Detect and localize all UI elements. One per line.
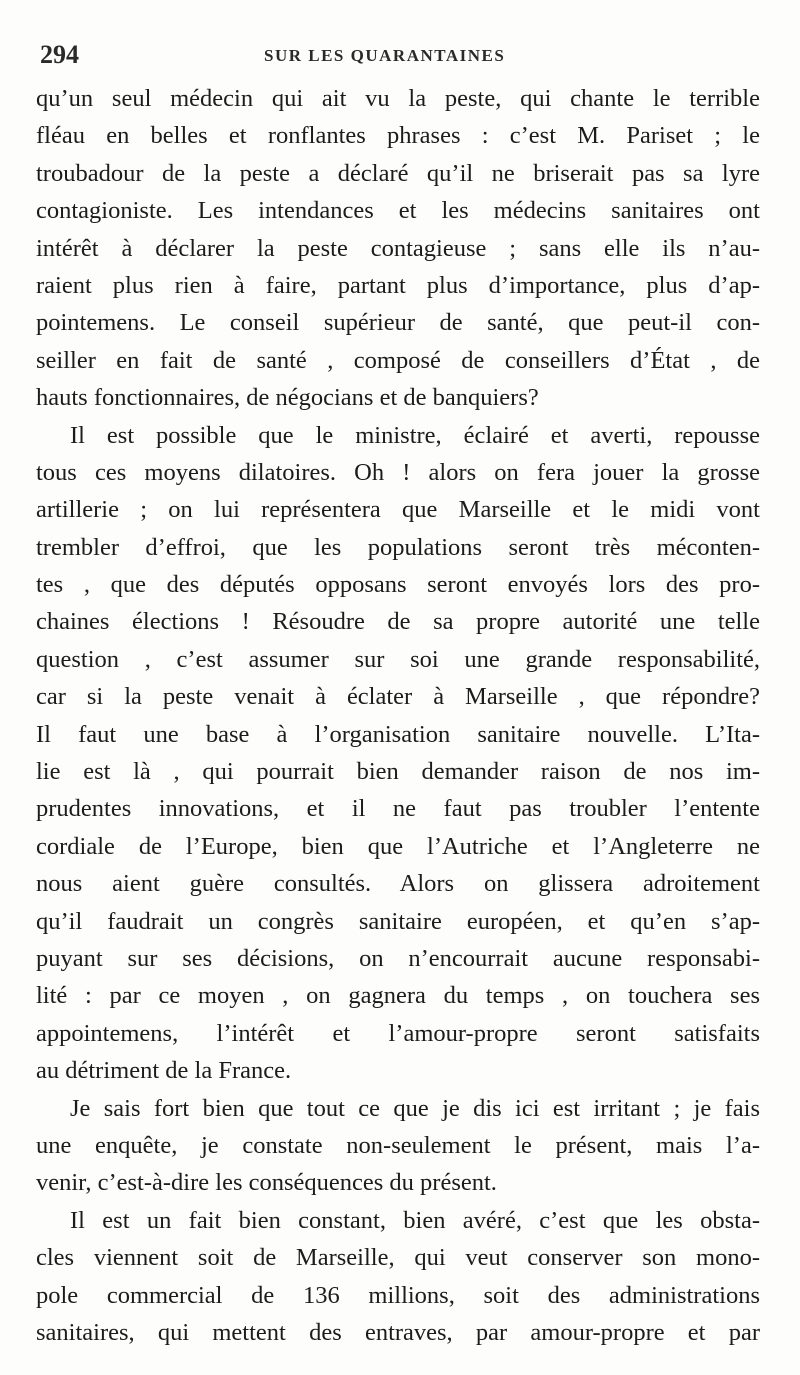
text-line: Il est un fait bien constant, bien avéré, c’est que les obsta- (70, 1206, 760, 1234)
text-line: qu’il faudrait un congrès sanitaire européen, et qu’en s’ap- (36, 907, 760, 935)
text-line: lité : par ce moyen , on gagnera du temps , on touchera ses (36, 982, 760, 1010)
text-line: hauts fonctionnaires, de négocians et de banquiers? (36, 384, 539, 412)
text-line: troubadour de la peste a déclaré qu’il ne briserait pas sa lyre (36, 159, 760, 187)
text-line: seiller en fait de santé , composé de conseillers d’État , de (36, 346, 760, 374)
text-line: question , c’est assumer sur soi une grande responsabilité, (36, 645, 760, 673)
text-line: puyant sur ses décisions, on n’encourrait aucune responsabi- (36, 944, 760, 972)
running-head: SUR LES QUARANTAINES (264, 46, 506, 65)
text-line: une enquête, je constate non-seulement le présent, mais l’a- (36, 1131, 760, 1159)
text-line: qu’un seul médecin qui ait vu la peste, qui chante le terrible (36, 85, 760, 112)
page-header (34, 38, 764, 72)
text-line: trembler d’effroi, que les populations seront très méconten- (36, 533, 760, 561)
text-line: sanitaires, qui mettent des entraves, par amour-propre et par (36, 1318, 760, 1346)
page-number: 294 (40, 40, 79, 69)
body-text (36, 80, 760, 1351)
text-line: tous ces moyens dilatoires. Oh ! alors on fera jouer la grosse (36, 458, 760, 486)
text-line: chaines élections ! Résoudre de sa propre autorité une telle (36, 608, 760, 636)
text-line: Il est possible que le ministre, éclairé et averti, repousse (70, 421, 760, 449)
text-line: tes , que des députés opposans seront envoyés lors des pro- (36, 571, 760, 599)
text-line: fléau en belles et ronflantes phrases : c’est M. Pariset ; le (36, 122, 760, 150)
text-line: nous aient guère consultés. Alors on glissera adroitement (36, 870, 760, 898)
text-line: pole commercial de 136 millions, soit des administrations (36, 1281, 760, 1309)
text-line: cles viennent soit de Marseille, qui veut conserver son mono- (36, 1244, 760, 1272)
text-line: venir, c’est-à-dire les conséquences du présent. (36, 1169, 497, 1197)
text-line: Je sais fort bien que tout ce que je dis ici est irritant ; je fais (70, 1094, 760, 1122)
text-line: car si la peste venait à éclater à Marseille , que répondre? (36, 683, 760, 711)
text-line: intérêt à déclarer la peste contagieuse ; sans elle ils n’au- (36, 234, 760, 262)
text-line: appointemens, l’intérêt et l’amour-propre seront satisfaits (36, 1019, 760, 1047)
text-line: au détriment de la France. (36, 1057, 292, 1085)
text-line: cordiale de l’Europe, bien que l’Autriche et l’Angleterre ne (36, 832, 760, 860)
text-line: prudentes innovations, et il ne faut pas troubler l’entente (36, 795, 760, 823)
text-line: lie est là , qui pourrait bien demander raison de nos im- (36, 758, 760, 786)
text-line: artillerie ; on lui représentera que Marseille et le midi vont (36, 496, 760, 524)
text-line: pointemens. Le conseil supérieur de santé, que peut-il con- (36, 309, 760, 337)
text-line: raient plus rien à faire, partant plus d’importance, plus d’ap- (36, 271, 760, 299)
text-line: Il faut une base à l’organisation sanitaire nouvelle. L’Ita- (36, 720, 760, 748)
text-line: contagioniste. Les intendances et les médecins sanitaires ont (36, 197, 760, 225)
